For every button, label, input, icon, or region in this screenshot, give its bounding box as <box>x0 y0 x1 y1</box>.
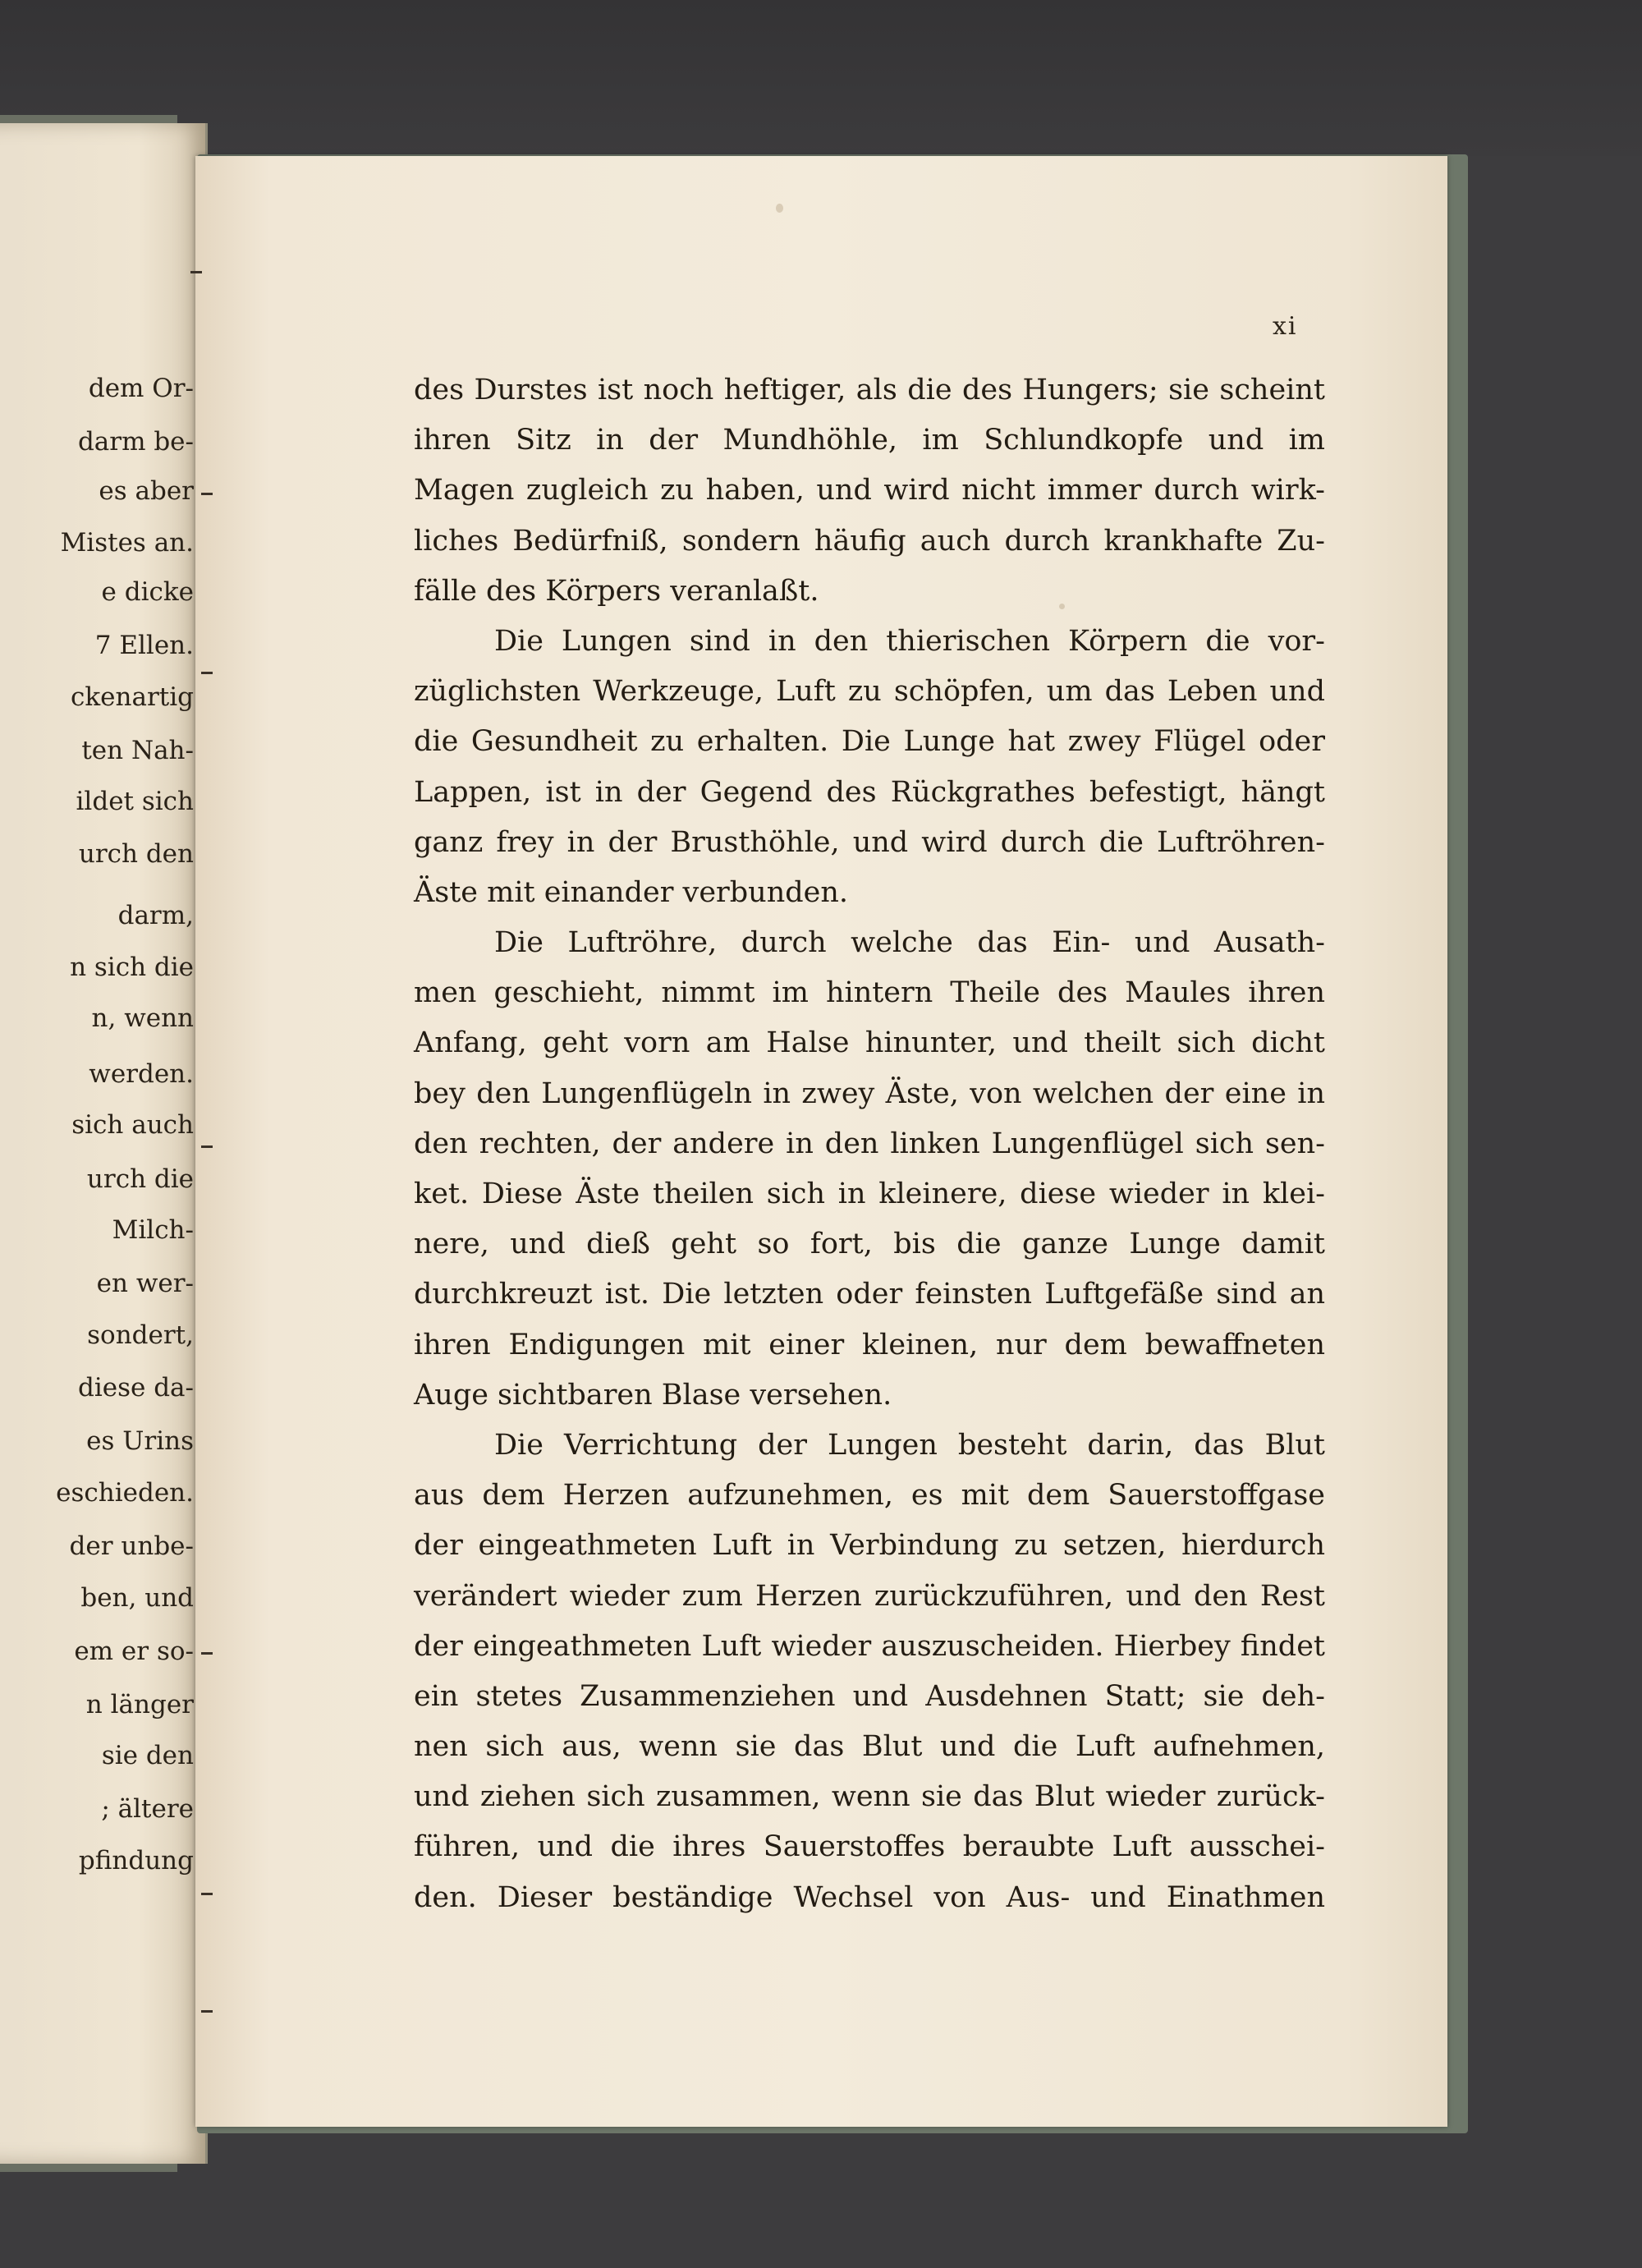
margin-mark <box>201 672 213 674</box>
text-line: Auge sichtbaren Blase versehen. <box>414 1378 892 1412</box>
margin-mark <box>201 1652 213 1655</box>
text-line: Anfang, geht vorn am Halse hinunter, und theilt sich dicht <box>414 1026 1325 1060</box>
text-line: aus dem Herzen aufzunehmen, es mit dem Sauerstoffgase <box>414 1479 1325 1513</box>
left-page-line: ten Nah- <box>81 736 194 765</box>
margin-mark <box>201 1145 213 1148</box>
left-page <box>0 123 208 2164</box>
text-line: den. Dieser beständige Wechsel von Aus- und Einathmen <box>414 1880 1325 1914</box>
margin-mark <box>201 2010 213 2013</box>
left-page-line: n sich die <box>70 953 194 982</box>
left-page-line: 7 Ellen. <box>94 631 194 660</box>
text-line: fälle des Körpers veranlaßt. <box>414 574 819 608</box>
paragraph <box>414 918 1325 1421</box>
left-page-line: urch den <box>78 839 194 869</box>
text-line: ihren Sitz in der Mundhöhle, im Schlundkopfe und im <box>414 424 1325 457</box>
text-line: und ziehen sich zusammen, wenn sie das Blut wieder zurück- <box>414 1780 1325 1814</box>
paper-spot <box>776 204 783 213</box>
body-text <box>414 365 1325 1923</box>
left-page-line: n länger <box>85 1690 194 1719</box>
text-line: ganz frey in der Brusthöhle, und wird durch die Luftröhren- <box>414 825 1325 859</box>
left-page-line: es Urins <box>86 1426 194 1456</box>
text-line: durchkreuzt ist. Die letzten oder feinsten Luftgefäße sind an <box>414 1278 1325 1311</box>
text-line: bey den Lungenflügeln in zwey Äste, von welchen der eine in <box>414 1077 1325 1110</box>
text-line: des Durstes ist noch heftiger, als die des Hungers; sie scheint <box>414 374 1325 406</box>
backdrop <box>0 0 1642 156</box>
left-page-line: en wer- <box>96 1269 194 1298</box>
left-page-line: urch die <box>86 1164 194 1194</box>
text-line: ket. Diese Äste theilen sich in kleinere, diese wieder in klei- <box>414 1178 1325 1210</box>
text-line: Die Lungen sind in den thierischen Körpern die vor- <box>494 624 1325 658</box>
left-page-line: sie den <box>101 1741 194 1770</box>
left-page-line: pfindung <box>78 1846 194 1875</box>
text-line: nere, und dieß geht so fort, bis die ganze Lunge damit <box>414 1228 1325 1261</box>
left-page-line: der unbe- <box>69 1531 194 1561</box>
left-page-line: werden. <box>89 1059 194 1089</box>
text-line: Äste mit einander verbunden. <box>414 875 849 909</box>
text-line: Lappen, ist in der Gegend des Rückgrathes befestigt, hängt <box>414 775 1325 809</box>
left-page-line: e dicke <box>101 577 194 607</box>
left-page-line: Milch- <box>112 1215 194 1245</box>
margin-mark <box>201 1893 213 1895</box>
paragraph <box>414 365 1325 617</box>
text-line: verändert wieder zum Herzen zurückzuführen, und den Rest <box>414 1579 1325 1613</box>
paragraph <box>414 1421 1325 1923</box>
paragraph <box>414 617 1325 918</box>
text-line: züglichsten Werkzeuge, Luft zu schöpfen, um das Leben und <box>414 675 1325 709</box>
text-line: den rechten, der andere in den linken Lungenflügel sich sen- <box>414 1127 1325 1160</box>
left-page-line: dem Or- <box>88 374 194 403</box>
margin-mark <box>201 493 213 495</box>
text-line: Die Verrichtung der Lungen besteht darin, das Blut <box>494 1428 1325 1462</box>
left-page-line: eschieden. <box>56 1478 194 1508</box>
left-page-line: Mistes an. <box>60 528 194 558</box>
text-line: der eingeathmeten Luft in Verbindung zu setzen, hierdurch <box>414 1529 1325 1563</box>
left-page-line: em er so- <box>74 1637 194 1666</box>
left-page-line: sondert, <box>87 1320 194 1350</box>
margin-mark <box>190 271 202 273</box>
left-page-line: diese da- <box>77 1373 194 1403</box>
text-line: liches Bedürfniß, sondern häufig auch durch krankhafte Zu- <box>414 524 1325 558</box>
text-line: ihren Endigungen mit einer kleinen, nur dem bewaffneten <box>414 1328 1325 1361</box>
left-page-line: darm be- <box>77 427 194 457</box>
text-line: die Gesundheit zu erhalten. Die Lunge hat zwey Flügel oder <box>414 725 1325 759</box>
text-line: ein stetes Zusammenziehen und Ausdehnen Statt; sie deh- <box>414 1679 1325 1713</box>
left-page-line: ildet sich <box>76 787 194 816</box>
text-line: men geschieht, nimmt im hintern Theile des Maules ihren <box>414 976 1325 1010</box>
left-page-line: sich auch <box>71 1110 194 1140</box>
left-page-line: n, wenn <box>91 1003 194 1033</box>
page-number: xi <box>1273 312 1298 341</box>
text-line: Die Luftröhre, durch welche das Ein- und Ausath- <box>494 926 1325 960</box>
left-page-line: darm, <box>117 901 194 930</box>
text-line: der eingeathmeten Luft wieder auszuscheiden. Hierbey findet <box>414 1629 1325 1663</box>
text-line: nen sich aus, wenn sie das Blut und die Luft aufnehmen, <box>414 1730 1325 1764</box>
left-page-line: ben, und <box>80 1583 194 1613</box>
left-page-line: es aber <box>99 476 194 506</box>
left-page-line: ; ältere <box>101 1794 194 1824</box>
text-line: Magen zugleich zu haben, und wird nicht immer durch wirk- <box>414 474 1325 507</box>
left-page-line: ckenartig <box>71 682 194 712</box>
text-line: führen, und die ihres Sauerstoffes beraubte Luft ausschei- <box>414 1830 1325 1864</box>
